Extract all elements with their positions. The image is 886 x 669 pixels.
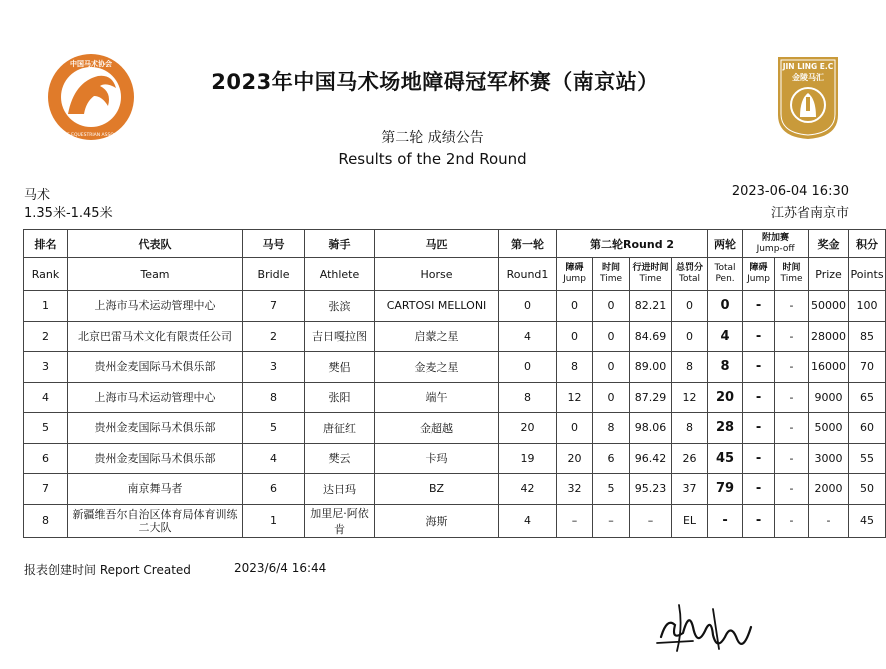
header-rank-en: Rank (24, 258, 68, 291)
team-cell: 贵州金麦国际马术俱乐部 (68, 413, 243, 444)
horse-cell: BZ (375, 474, 499, 505)
runtime-cell: – (630, 504, 672, 537)
jo-jump-cell: - (743, 382, 775, 413)
athlete-cell: 吉日嘎拉图 (305, 321, 375, 352)
bridle-cell: 5 (243, 413, 305, 444)
round1-cell: 42 (499, 474, 557, 505)
horse-cell: 金麦之星 (375, 352, 499, 383)
header-two-rounds-en2: Pen. (715, 274, 735, 284)
discipline-label: 马术 (24, 188, 51, 203)
total-cell: 37 (672, 474, 708, 505)
points-cell: 45 (849, 504, 886, 537)
table-row (24, 504, 886, 537)
prize-cell: - (809, 504, 849, 537)
total-cell: 0 (672, 291, 708, 322)
prize-cell: 9000 (809, 382, 849, 413)
jo-time-cell: - (775, 291, 809, 322)
round1-cell: 4 (499, 504, 557, 537)
horse-cell: 金超越 (375, 413, 499, 444)
svg-text:CHINESE EQUESTRIAN ASSOCIATION: CHINESE EQUESTRIAN ASSOCIATION (49, 133, 133, 138)
time-cell: 0 (593, 291, 630, 322)
datetime-label: 2023-06-04 16:30 (731, 184, 849, 199)
header-jo-time-cn: 时间 (782, 263, 801, 273)
header-jo-time-en: Time (780, 274, 803, 284)
bridle-cell: 2 (243, 321, 305, 352)
athlete-cell: 加里尼·阿依肯 (305, 504, 375, 537)
table-row (24, 443, 886, 474)
round1-cell: 20 (499, 413, 557, 444)
header-time (593, 258, 630, 291)
horse-cell: 端午 (375, 382, 499, 413)
header-jo-jump-en: Jump (747, 274, 770, 284)
total-cell: 12 (672, 382, 708, 413)
jo-time-cell: - (775, 443, 809, 474)
jump-cell: 8 (557, 352, 593, 383)
rank-cell: 4 (24, 382, 68, 413)
header-bridle-en: Bridle (243, 258, 305, 291)
time-cell: 0 (593, 382, 630, 413)
header-total (672, 258, 708, 291)
rank-cell: 2 (24, 321, 68, 352)
header-round1: 第一轮 (499, 230, 557, 258)
header-team-en: Team (68, 258, 243, 291)
two-round-total-cell: 8 (708, 352, 743, 383)
bridle-cell: 4 (243, 443, 305, 474)
time-cell: 0 (593, 352, 630, 383)
time-cell: – (593, 504, 630, 537)
header-jump (557, 258, 593, 291)
rank-cell: 7 (24, 474, 68, 505)
location-label: 江苏省南京市 (770, 206, 849, 221)
round1-cell: 4 (499, 321, 557, 352)
header-runtime-cn: 行进时间 (632, 263, 669, 273)
svg-text:JIN LING E.C: JIN LING E.C (782, 62, 834, 71)
bridle-cell: 3 (243, 352, 305, 383)
points-cell: 55 (849, 443, 886, 474)
header-total-cn: 总罚分 (676, 263, 704, 273)
jo-jump-cell: - (743, 474, 775, 505)
header-jump-cn: 障碍 (565, 263, 584, 273)
points-cell: 60 (849, 413, 886, 444)
horse-cell: 卡玛 (375, 443, 499, 474)
header-athlete: 骑手 (305, 230, 375, 258)
report-created-value: 2023/6/4 16:44 (234, 561, 327, 575)
table-row (24, 291, 886, 322)
two-round-total-cell: - (708, 504, 743, 537)
athlete-cell: 张阳 (305, 382, 375, 413)
rank-cell: 6 (24, 443, 68, 474)
prize-cell: 3000 (809, 443, 849, 474)
bridle-cell: 6 (243, 474, 305, 505)
header-time-cn: 时间 (601, 263, 620, 273)
total-cell: 8 (672, 352, 708, 383)
points-cell: 50 (849, 474, 886, 505)
header-jump-en: Jump (563, 274, 586, 284)
header-athlete-en: Athlete (305, 258, 375, 291)
jump-cell: – (557, 504, 593, 537)
points-cell: 65 (849, 382, 886, 413)
jo-time-cell: - (775, 352, 809, 383)
height-label: 1.35米-1.45米 (24, 206, 113, 221)
round1-cell: 19 (499, 443, 557, 474)
jo-time-cell: - (775, 382, 809, 413)
header-two-rounds: 两轮 (708, 230, 743, 258)
jo-time-cell: - (775, 413, 809, 444)
total-cell: 0 (672, 321, 708, 352)
page-title: 2023年中国马术场地障碍冠军杯赛（南京站） (211, 70, 659, 94)
points-cell: 70 (849, 352, 886, 383)
prize-cell: 28000 (809, 321, 849, 352)
rank-cell: 5 (24, 413, 68, 444)
athlete-cell: 张滨 (305, 291, 375, 322)
runtime-cell: 95.23 (630, 474, 672, 505)
header-prize: 奖金 (809, 230, 849, 258)
team-cell: 南京舞马者 (68, 474, 243, 505)
jump-cell: 12 (557, 382, 593, 413)
header-time-en: Time (599, 274, 623, 284)
report-created-label: 报表创建时间 Report Created (24, 563, 191, 577)
athlete-cell: 达日玛 (305, 474, 375, 505)
bridle-cell: 7 (243, 291, 305, 322)
total-cell: EL (672, 504, 708, 537)
round1-cell: 8 (499, 382, 557, 413)
points-cell: 85 (849, 321, 886, 352)
header-team: 代表队 (68, 230, 243, 258)
header-jumpoff-en: Jump-off (756, 243, 795, 254)
header-two-rounds-en (708, 258, 743, 291)
header-jumpoff-cn: 附加赛 (762, 232, 790, 243)
bridle-cell: 8 (243, 382, 305, 413)
header-runtime-en: Time (639, 274, 662, 284)
prize-cell: 50000 (809, 291, 849, 322)
header-rank: 排名 (24, 230, 68, 258)
athlete-cell: 樊侣 (305, 352, 375, 383)
header-total-en: Total (679, 274, 701, 284)
two-round-total-cell: 45 (708, 443, 743, 474)
time-cell: 6 (593, 443, 630, 474)
prize-cell: 2000 (809, 474, 849, 505)
athlete-cell: 唐征红 (305, 413, 375, 444)
header-round2-group: 第二轮Round 2 (557, 230, 708, 258)
jo-jump-cell: - (743, 443, 775, 474)
results-table (23, 229, 886, 538)
header-runtime (630, 258, 672, 291)
header-prize-en: Prize (809, 258, 849, 291)
two-round-total-cell: 0 (708, 291, 743, 322)
horse-cell: 海斯 (375, 504, 499, 537)
total-cell: 8 (672, 413, 708, 444)
svg-text:中国马术协会: 中国马术协会 (70, 60, 112, 68)
two-round-total-cell: 28 (708, 413, 743, 444)
rank-cell: 8 (24, 504, 68, 537)
svg-text:金陵马汇: 金陵马汇 (792, 73, 824, 82)
team-cell: 新疆维吾尔自治区体育局体育训练二大队 (68, 504, 243, 537)
round-subtitle-en: Results of the 2nd Round (338, 150, 527, 168)
table-row (24, 413, 886, 444)
team-cell: 贵州金麦国际马术俱乐部 (68, 352, 243, 383)
total-cell: 26 (672, 443, 708, 474)
runtime-cell: 96.42 (630, 443, 672, 474)
header-points: 积分 (849, 230, 886, 258)
horse-cell: 启蒙之星 (375, 321, 499, 352)
jump-cell: 0 (557, 413, 593, 444)
prize-cell: 5000 (809, 413, 849, 444)
time-cell: 0 (593, 321, 630, 352)
round1-cell: 0 (499, 291, 557, 322)
round1-cell: 0 (499, 352, 557, 383)
jo-time-cell: - (775, 321, 809, 352)
two-round-total-cell: 20 (708, 382, 743, 413)
runtime-cell: 98.06 (630, 413, 672, 444)
header-jumpoff-group (743, 230, 809, 258)
two-round-total-cell: 79 (708, 474, 743, 505)
horse-cell: CARTOSI MELLONI (375, 291, 499, 322)
jo-time-cell: - (775, 504, 809, 537)
time-cell: 5 (593, 474, 630, 505)
jo-time-cell: - (775, 474, 809, 505)
runtime-cell: 82.21 (630, 291, 672, 322)
jo-jump-cell: - (743, 291, 775, 322)
signature-image (653, 597, 758, 657)
table-row (24, 474, 886, 505)
round-subtitle-cn: 第二轮 成绩公告 (381, 130, 484, 146)
bridle-cell: 1 (243, 504, 305, 537)
team-cell: 贵州金麦国际马术俱乐部 (68, 443, 243, 474)
header-bridle: 马号 (243, 230, 305, 258)
two-round-total-cell: 4 (708, 321, 743, 352)
jump-cell: 20 (557, 443, 593, 474)
header-jo-time (775, 258, 809, 291)
table-row (24, 352, 886, 383)
runtime-cell: 87.29 (630, 382, 672, 413)
jo-jump-cell: - (743, 504, 775, 537)
jo-jump-cell: - (743, 352, 775, 383)
jump-cell: 0 (557, 291, 593, 322)
jo-jump-cell: - (743, 413, 775, 444)
table-row (24, 321, 886, 352)
jo-jump-cell: - (743, 321, 775, 352)
header-round1-en: Round1 (499, 258, 557, 291)
header-horse-en: Horse (375, 258, 499, 291)
team-cell: 上海市马术运动管理中心 (68, 291, 243, 322)
header-horse: 马匹 (375, 230, 499, 258)
rank-cell: 3 (24, 352, 68, 383)
athlete-cell: 樊云 (305, 443, 375, 474)
prize-cell: 16000 (809, 352, 849, 383)
header-jo-jump (743, 258, 775, 291)
runtime-cell: 89.00 (630, 352, 672, 383)
team-cell: 北京巴雷马术文化有限责任公司 (68, 321, 243, 352)
header-points-en: Points (849, 258, 886, 291)
runtime-cell: 84.69 (630, 321, 672, 352)
header-jo-jump-cn: 障碍 (749, 263, 768, 273)
jump-cell: 32 (557, 474, 593, 505)
jump-cell: 0 (557, 321, 593, 352)
team-cell: 上海市马术运动管理中心 (68, 382, 243, 413)
rank-cell: 1 (24, 291, 68, 322)
points-cell: 100 (849, 291, 886, 322)
header-two-rounds-en1: Total (714, 263, 736, 273)
time-cell: 8 (593, 413, 630, 444)
table-row (24, 382, 886, 413)
